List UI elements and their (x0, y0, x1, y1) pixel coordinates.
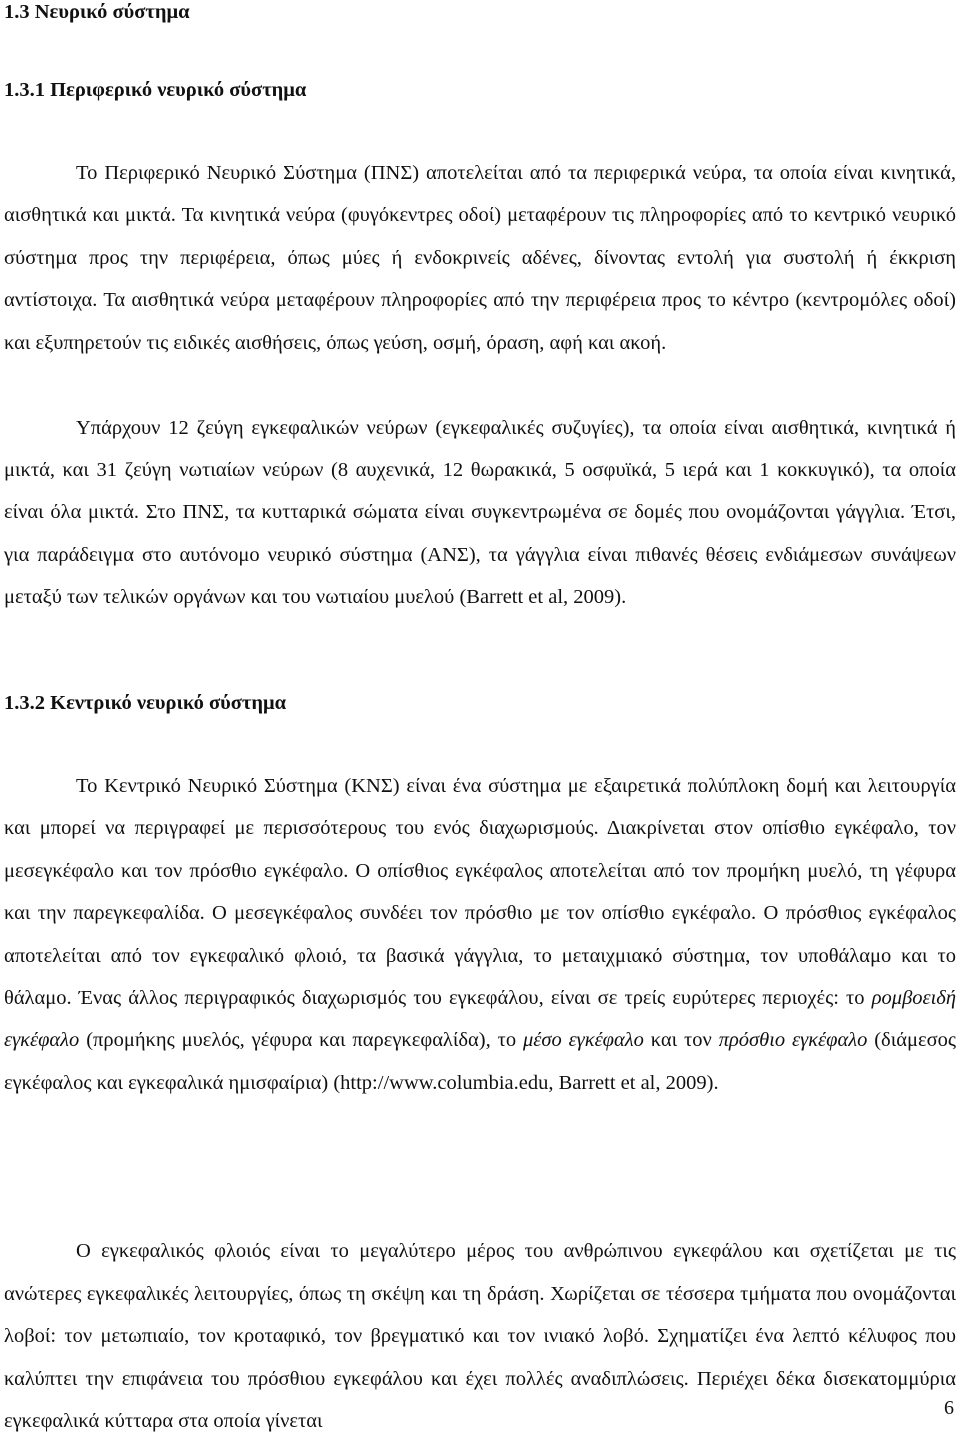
italic-term-forebrain: πρόσθιο εγκέφαλο (718, 1029, 868, 1052)
paragraph-text: Ο εγκεφαλικός φλοιός είναι το μεγαλύτερο μέρος του ανθρώπινου εγκεφάλου και σχετίζεται με τις ανώτερες εγκεφαλικές λειτουργίες, όπως τη σκέψη και τη δράση. Χωρίζεται σε τέσσερα τμήματα που ονομάζονται λοβοί: τον μετωπιαίο, τον κροταφικό, τον βρεγματικό και τον ινιακό λοβό. Σχηματίζει ένα λεπτό κέλυφος που καλύπτει την επιφάνεια του πρόσθιου εγκεφάλου και έχει πολλές αναδιπλώσεις. Περιέχει δέκα δισεκατομμύρια εγκεφαλικά κύτταρα στα οποία γίνεται (4, 1240, 956, 1432)
heading-peripheral-nervous-system: 1.3.1 Περιφερικό νευρικό σύστημα (4, 79, 307, 101)
heading-central-nervous-system: 1.3.2 Κεντρικό νευρικό σύστημα (4, 692, 287, 714)
paragraph-cranial-spinal-nerves (4, 407, 956, 618)
paragraph-text: Υπάρχουν 12 ζεύγη εγκεφαλικών νεύρων (εγκεφαλικές συζυγίες), τα οποία είναι αισθητικά, κινητικά ή μικτά, και 31 ζεύγη νωτιαίων νεύρων (8 αυχενικά, 12 θωρακικά, 5 οσφυϊκά, 5 ιερά και 1 κοκκυγικό), τα οποία είναι όλα μικτά. Στο ΠΝΣ, τα κυτταρικά σώματα είναι συγκεντρωμένα σε δομές που ονομάζονται γάγγλια. Έτσι, για παράδειγμα στο αυτόνομο νευρικό σύστημα (ΑΝΣ), τα γάγγλια είναι πιθανές θέσεις ενδιάμεσων συνάψεων μεταξύ των τελικών οργάνων και του νωτιαίου μυελού (Barrett et al, 2009). (4, 417, 956, 608)
paragraph-cns-description (4, 765, 956, 1104)
paragraph-text: (διάμεσος εγκέφαλος και εγκεφαλικά ημισφαίρια) (http://www.columbia.edu, Barrett et al, 2009). (4, 1029, 956, 1094)
italic-term-rhombencephalon: ρομβοειδή εγκέφαλο (4, 987, 956, 1052)
paragraph-cerebral-cortex (4, 1230, 956, 1432)
page-number: 6 (944, 1397, 954, 1419)
paragraph-text: (προμήκης μυελός, γέφυρα και παρεγκεφαλίδα), το (79, 1029, 523, 1052)
paragraph-text: Το Κεντρικό Νευρικό Σύστημα (ΚΝΣ) είναι ένα σύστημα με εξαιρετικά πολύπλοκη δομή και λειτουργία και μπορεί να περιγραφεί με περισσότερους του ενός διαχωρισμούς. Διακρίνεται στον οπίσθιο εγκέφαλο, τον μεσεγκέφαλο και τον πρόσθιο εγκέφαλο. Ο οπίσθιος εγκέφαλος αποτελείται από τον προμήκη μυελό, τη γέφυρα και την παρεγκεφαλίδα. Ο μεσεγκέφαλος συνδέει τον πρόσθιο με τον οπίσθιο εγκέφαλο. Ο πρόσθιος εγκέφαλος αποτελείται από τον εγκεφαλικό φλοιό, τα βασικά γάγγλια, το μεταιχμιακό σύστημα, τον υποθάλαμο και το θάλαμο. Ένας άλλος περιγραφικός διαχωρισμός του εγκεφάλου, είναι σε τρείς ευρύτερες περιοχές: το (4, 775, 956, 1010)
paragraph-text: Το Περιφερικό Νευρικό Σύστημα (ΠΝΣ) αποτελείται από τα περιφερικά νεύρα, τα οποία είναι κινητικά, αισθητικά και μικτά. Τα κινητικά νεύρα (φυγόκεντρες οδοί) μεταφέρουν τις πληροφορίες από το κεντρικό νευρικό σύστημα προς την περιφέρεια, όπως μύες ή ενδοκρινείς αδένες, δίνοντας εντολή για συστολή ή έκκριση αντίστοιχα. Τα αισθητικά νεύρα μεταφέρουν πληροφορίες από την περιφέρεια προς το κέντρο (κεντρομόλες οδοί) και εξυπηρετούν τις ειδικές αισθήσεις, όπως γεύση, οσμή, όραση, αφή και ακοή. (4, 162, 956, 354)
paragraph-pns-intro (4, 152, 956, 364)
paragraph-text: και τον (643, 1029, 719, 1052)
italic-term-midbrain: μέσο εγκέφαλο (522, 1029, 644, 1052)
heading-nervous-system: 1.3 Νευρικό σύστημα (4, 1, 190, 23)
